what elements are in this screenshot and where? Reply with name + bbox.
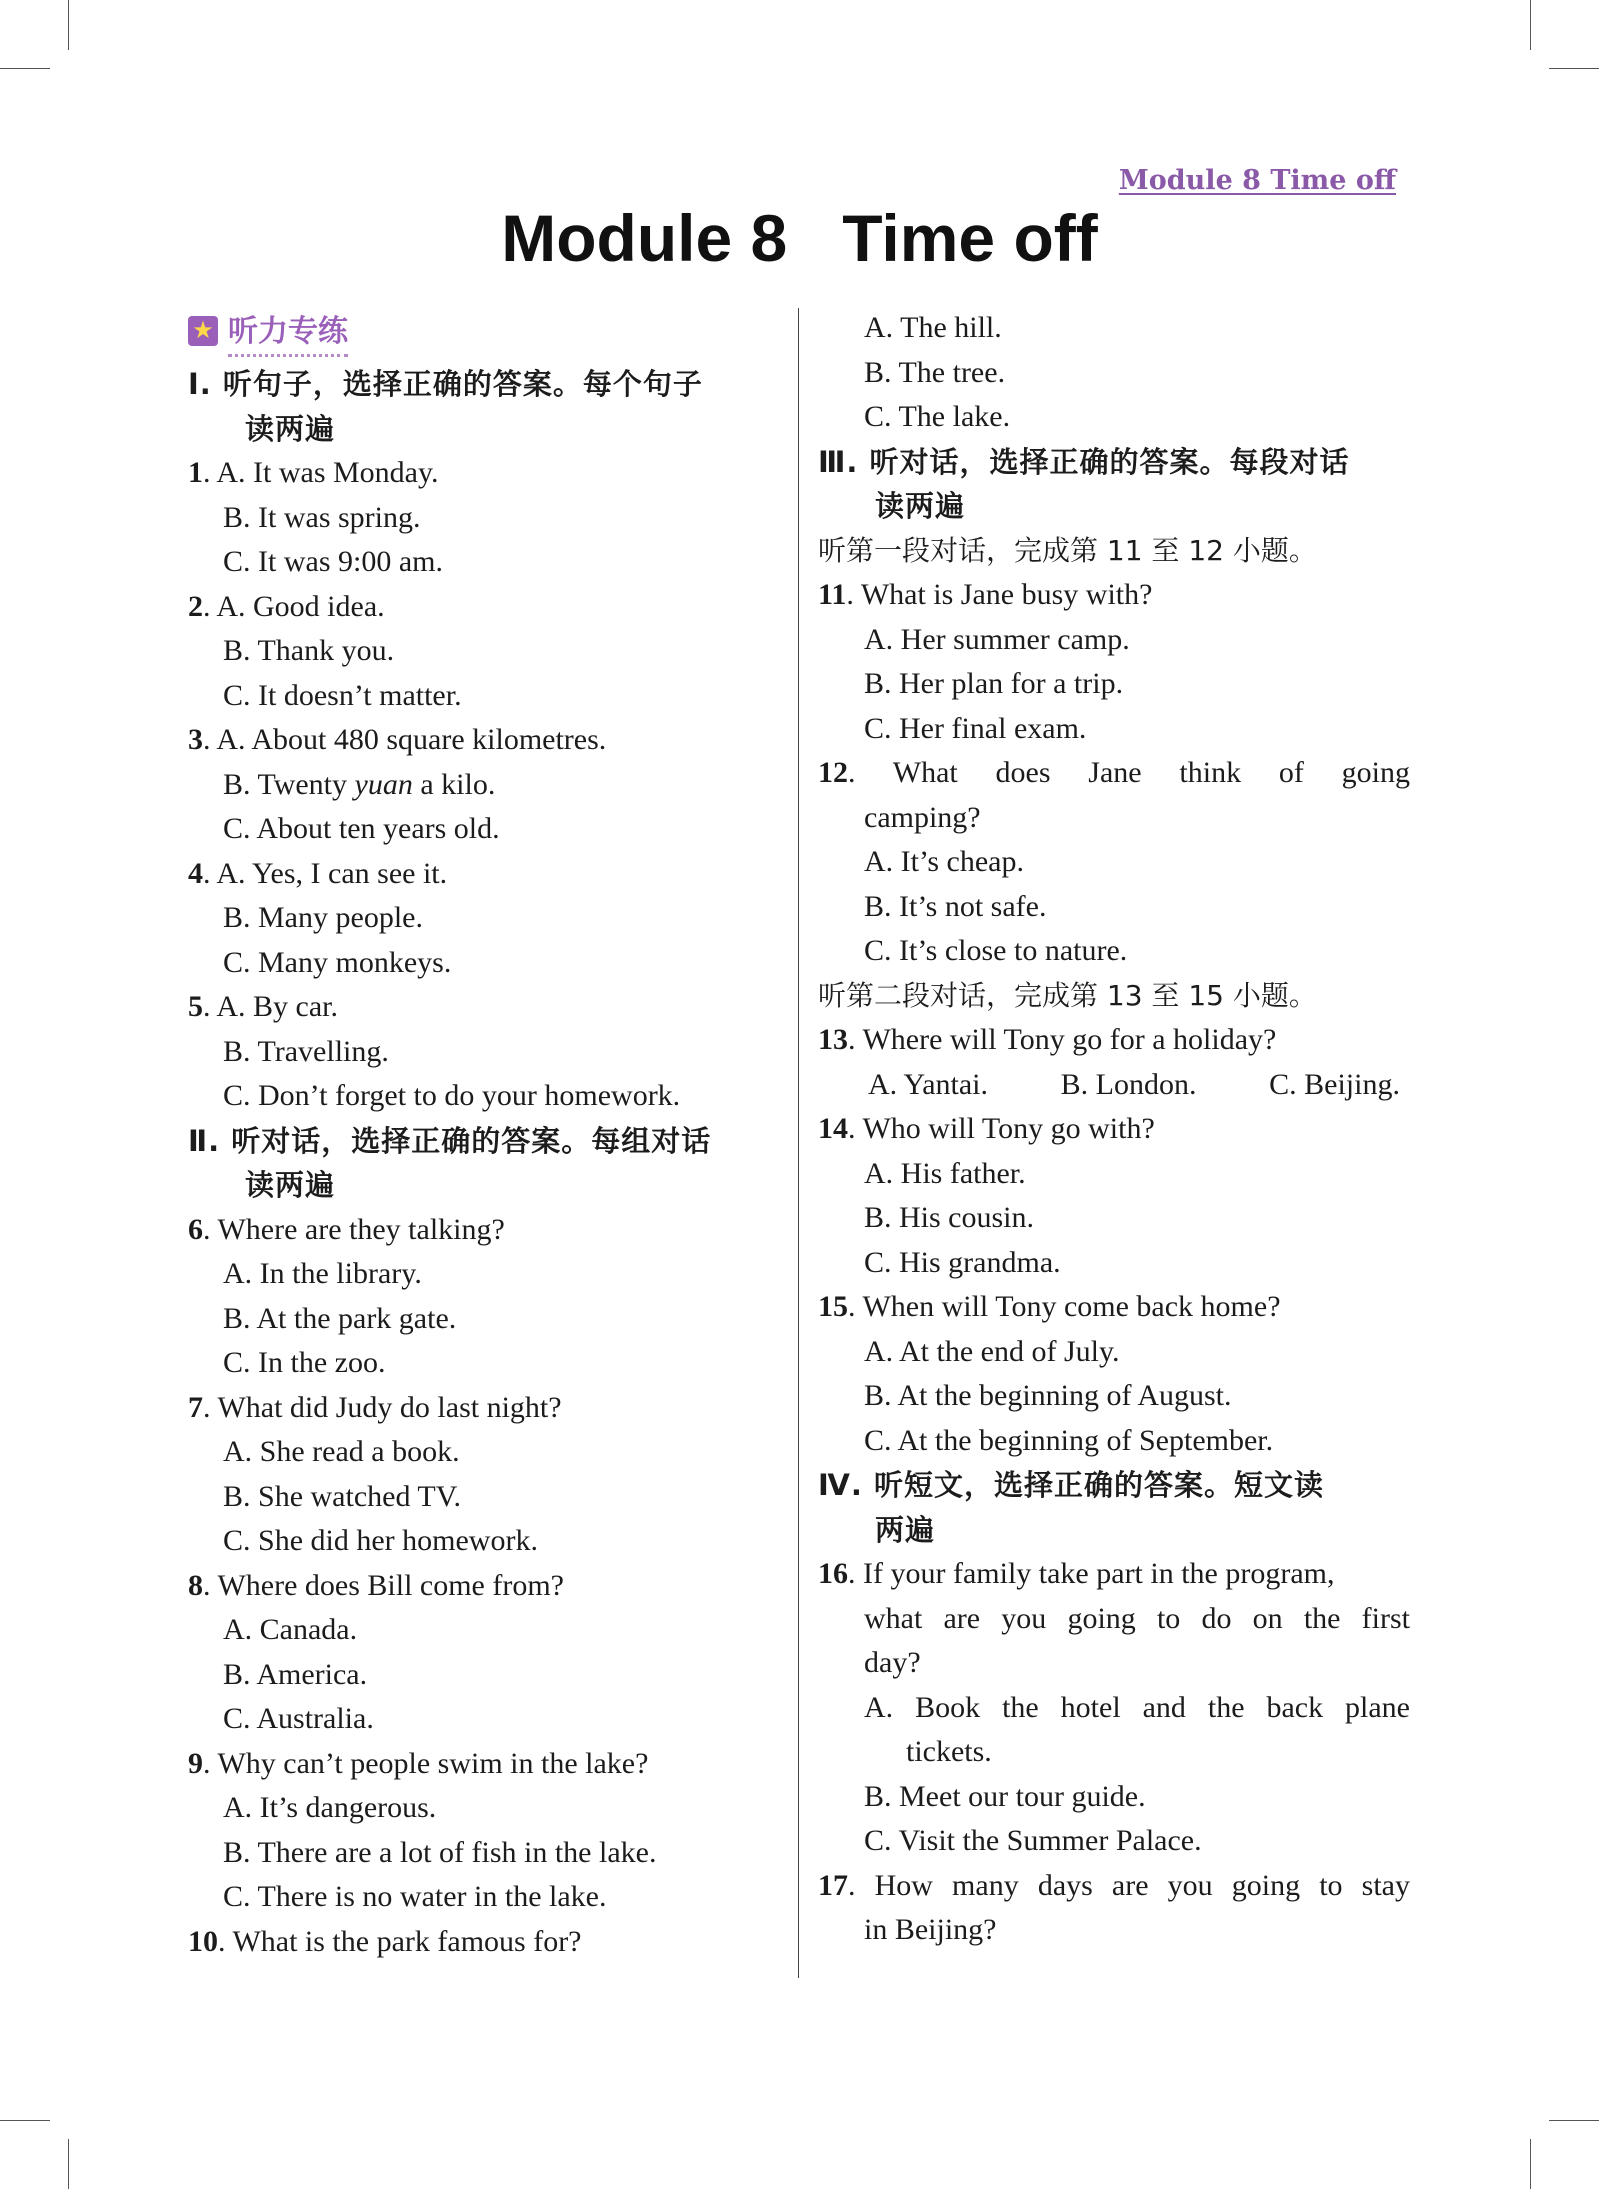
option-a: . A. Good idea. xyxy=(203,589,385,623)
option-b: B. There are a lot of fish in the lake. xyxy=(223,1835,657,1869)
question-4 xyxy=(188,852,778,897)
question-number: 3 xyxy=(188,723,203,756)
option-a: . A. Yes, I can see it. xyxy=(203,856,448,890)
question-text-cont: in Beijing? xyxy=(864,1913,997,1946)
question-16 xyxy=(818,1552,1410,1597)
crop-mark xyxy=(68,2139,69,2189)
option-b: B. His cousin. xyxy=(864,1201,1035,1234)
option-b: B. London. xyxy=(1060,1067,1197,1101)
question-text: . How many days are you going to stay xyxy=(848,1868,1410,1902)
running-head: Module 8 Time off xyxy=(1118,165,1396,196)
right-column xyxy=(818,306,1410,1953)
option-a: A. She read a book. xyxy=(223,1435,460,1468)
question-number: 10 xyxy=(188,1924,218,1958)
question-17 xyxy=(818,1864,1410,1909)
option-c: C. His grandma. xyxy=(864,1245,1061,1279)
question-text: . Where does Bill come from? xyxy=(203,1568,564,1602)
question-number: 16 xyxy=(818,1557,848,1590)
question-text-cont: what are you going to do on the first xyxy=(864,1601,1410,1635)
crop-mark xyxy=(1530,0,1531,50)
question-text-cont: day? xyxy=(864,1646,921,1679)
option-c: C. The lake. xyxy=(864,400,1011,433)
crop-mark xyxy=(0,2120,50,2121)
question-number: 13 xyxy=(818,1023,848,1056)
option-a-cont: tickets. xyxy=(906,1735,992,1768)
option-b: B. America. xyxy=(223,1657,368,1691)
section-badge xyxy=(188,306,778,356)
question-number: 12 xyxy=(818,756,848,789)
question-number: 6 xyxy=(188,1212,203,1246)
option-c: C. Australia. xyxy=(223,1702,374,1735)
option-c: C. Don’t forget to do your homework. xyxy=(223,1079,681,1112)
option-b: B. Travelling. xyxy=(223,1034,389,1068)
option-b: B. She watched TV. xyxy=(223,1479,462,1513)
crop-mark xyxy=(68,0,69,50)
option-b: B. The tree. xyxy=(864,355,1006,389)
star-icon: ★ xyxy=(188,316,218,346)
section-3-heading-cont: 读两遍 xyxy=(875,489,966,523)
question-number: 4 xyxy=(188,856,203,890)
option-a: . A. It was Monday. xyxy=(203,456,439,489)
question-number: 15 xyxy=(818,1290,848,1323)
option-text: B. Twenty xyxy=(223,767,355,801)
question-number: 5 xyxy=(188,990,203,1023)
question-text: . Where will Tony go for a holiday? xyxy=(848,1023,1277,1056)
question-8 xyxy=(188,1564,778,1609)
crop-mark xyxy=(1530,2139,1531,2189)
option-c: C. She did her homework. xyxy=(223,1524,538,1557)
option-c: C. It’s close to nature. xyxy=(864,934,1128,967)
question-11 xyxy=(818,573,1410,618)
section-4-heading: Ⅳ. 听短文，选择正确的答案。短文读 xyxy=(818,1468,1324,1502)
column-divider xyxy=(798,308,799,1978)
option-a: A. It’s dangerous. xyxy=(223,1791,437,1824)
question-text-cont: camping? xyxy=(864,800,981,834)
question-text: . What is Jane busy with? xyxy=(846,578,1153,611)
option-a: . A. By car. xyxy=(203,990,338,1023)
question-13 xyxy=(818,1018,1410,1063)
option-b: B. It’s not safe. xyxy=(864,889,1047,923)
option-a: A. Yantai. xyxy=(868,1067,989,1101)
question-14 xyxy=(818,1107,1410,1152)
question-number: 8 xyxy=(188,1568,203,1602)
question-6 xyxy=(188,1208,778,1253)
option-b: B. Her plan for a trip. xyxy=(864,667,1124,700)
question-number: 9 xyxy=(188,1746,203,1780)
question-text: . If your family take part in the program, xyxy=(848,1557,1335,1590)
option-c: C. About ten years old. xyxy=(223,812,500,845)
section-3-heading: Ⅲ. 听对话，选择正确的答案。每段对话 xyxy=(818,444,1350,479)
option-c: C. Visit the Summer Palace. xyxy=(864,1824,1202,1857)
question-text: . When will Tony come back home? xyxy=(848,1290,1281,1323)
question-text: . What did Judy do last night? xyxy=(203,1390,562,1424)
option-b: B. Many people. xyxy=(223,901,423,934)
option-a: A. Her summer camp. xyxy=(864,622,1130,656)
section-2-heading: Ⅱ. 听对话，选择正确的答案。每组对话 xyxy=(188,1123,712,1158)
question-number: 11 xyxy=(818,578,847,611)
option-text-italic: yuan xyxy=(354,767,413,801)
option-c: C. Many monkeys. xyxy=(223,945,452,979)
option-a: A. Book the hotel and the back plane xyxy=(864,1690,1410,1724)
left-column xyxy=(188,306,778,1964)
option-b: B. At the park gate. xyxy=(223,1301,457,1335)
option-a: A. Canada. xyxy=(223,1613,358,1646)
question-text: . Where are they talking? xyxy=(203,1212,505,1246)
question-15 xyxy=(818,1285,1410,1330)
option-c: C. In the zoo. xyxy=(223,1346,386,1379)
option-a: A. It’s cheap. xyxy=(864,845,1024,878)
question-number: 17 xyxy=(818,1868,848,1902)
question-number: 7 xyxy=(188,1390,203,1424)
question-5 xyxy=(188,985,778,1030)
question-1 xyxy=(188,451,778,496)
question-2 xyxy=(188,585,778,630)
question-text: . Who will Tony go with? xyxy=(848,1112,1155,1145)
option-b: B. Meet our tour guide. xyxy=(864,1779,1146,1813)
question-3 xyxy=(188,718,778,763)
crop-mark xyxy=(1549,68,1599,69)
section-1-heading-cont: 读两遍 xyxy=(245,411,336,446)
question-10 xyxy=(188,1920,778,1965)
option-a: A. His father. xyxy=(864,1156,1026,1190)
badge-label: 听力专练 xyxy=(228,306,348,357)
section-4-heading-cont: 两遍 xyxy=(875,1512,936,1547)
page-title: Module 8 Time off xyxy=(501,201,1098,275)
question-text: . What is the park famous for? xyxy=(218,1924,582,1958)
option-a: . A. About 480 square kilometres. xyxy=(203,723,607,756)
option-b: B. At the beginning of August. xyxy=(864,1379,1232,1412)
crop-mark xyxy=(1549,2120,1599,2121)
option-a: A. At the end of July. xyxy=(864,1334,1120,1368)
option-b: B. Thank you. xyxy=(223,634,395,667)
option-text: a kilo. xyxy=(412,767,496,801)
option-a: A. In the library. xyxy=(223,1257,422,1290)
option-c: C. Beijing. xyxy=(1269,1067,1400,1101)
option-c: C. It doesn’t matter. xyxy=(223,678,462,712)
question-number: 14 xyxy=(818,1112,848,1145)
section-2-heading-cont: 读两遍 xyxy=(245,1168,336,1202)
dialogue-2-intro: 听第二段对话，完成第 13 至 15 小题。 xyxy=(818,978,1317,1012)
option-c: C. It was 9:00 am. xyxy=(223,545,443,578)
question-number: 1 xyxy=(188,456,203,489)
option-c: C. There is no water in the lake. xyxy=(223,1880,607,1913)
option-c: C. At the beginning of September. xyxy=(864,1423,1274,1457)
question-7 xyxy=(188,1386,778,1431)
option-c: C. Her final exam. xyxy=(864,711,1087,745)
option-b: B. It was spring. xyxy=(223,500,421,534)
question-number: 2 xyxy=(188,589,203,623)
question-9 xyxy=(188,1742,778,1787)
option-a: A. The hill. xyxy=(864,311,1002,344)
option-b xyxy=(188,763,778,808)
dialogue-1-intro: 听第一段对话，完成第 11 至 12 小题。 xyxy=(818,533,1317,567)
question-text: . What does Jane think of going xyxy=(848,756,1410,789)
question-12 xyxy=(818,751,1410,796)
crop-mark xyxy=(0,68,50,69)
options-row xyxy=(818,1063,1410,1108)
section-1-heading: Ⅰ. 听句子，选择正确的答案。每个句子 xyxy=(188,367,703,401)
question-text: . Why can’t people swim in the lake? xyxy=(203,1746,649,1780)
